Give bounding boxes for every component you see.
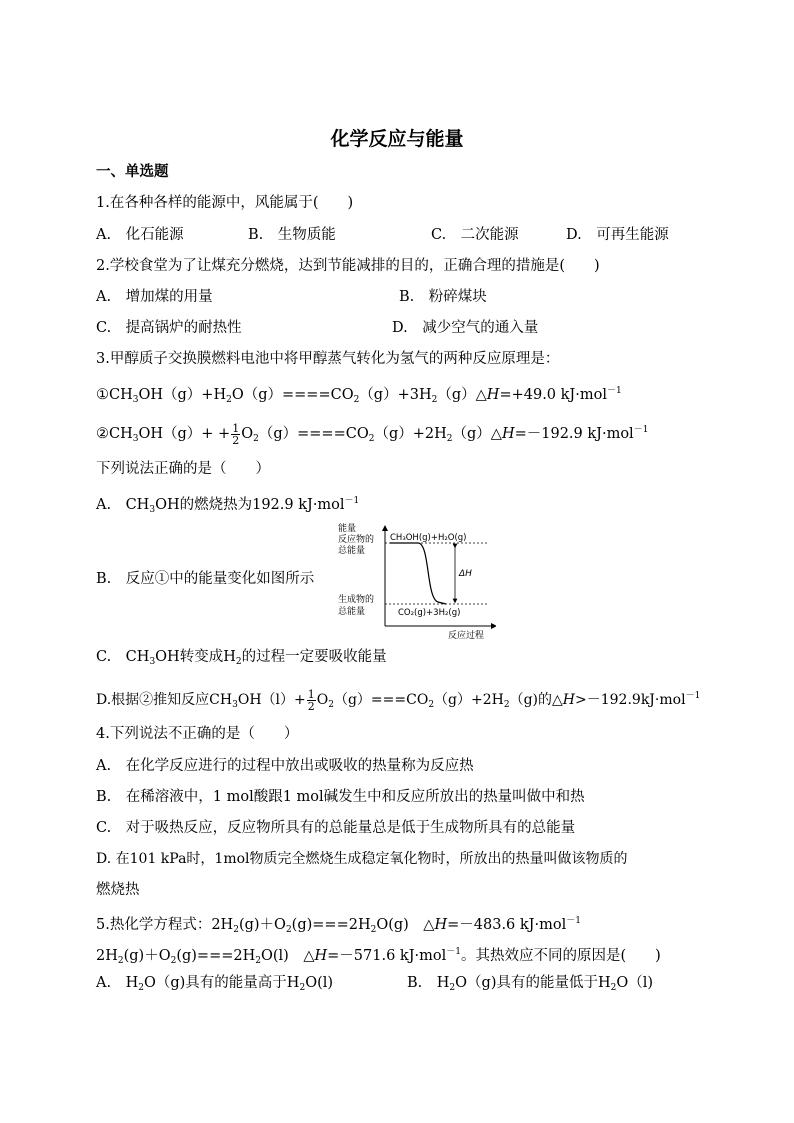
fraction-half: $\frac{1}{2}$	[232, 421, 240, 447]
q5-equation-2: $2H_2(g)+O_2(g)===2H_2O(l)$ △H=－571.6 kJ·mol$^{-1}$。其热效应不同的原因是( )	[96, 947, 661, 966]
q5-option-b: B. $H_2O(g)$具有的能量低于$H_2O(l)$	[407, 975, 654, 993]
q3-ask: 下列说法正确的是（ ）	[96, 461, 270, 477]
q2-option-b: B. 粉碎煤块	[399, 289, 487, 305]
q1-option-d: D. 可再生能源	[566, 227, 669, 243]
q1-option-c: C. 二次能源	[431, 227, 519, 243]
q2-stem: 2.学校食堂为了让煤充分燃烧，达到节能减排的目的，正确合理的措施是( )	[96, 258, 600, 274]
q1-stem: 1.在各种各样的能源中，风能属于( )	[96, 195, 354, 211]
q1-option-a: A. 化石能源	[96, 227, 184, 243]
section-heading: 一、单选题	[96, 164, 169, 180]
q3-option-c: C. $CH_3OH$转变成$H_2$的过程一定要吸收能量	[96, 649, 387, 667]
energy-diagram	[338, 522, 496, 640]
q5-option-a: A. $H_2O(g)$具有的能量高于$H_2O(l)$	[96, 975, 334, 993]
page-title: 化学反应与能量	[330, 128, 464, 150]
q3-option-b: B. 反应①中的能量变化如图所示	[96, 571, 315, 587]
q4-option-a: A. 在化学反应进行的过程中放出或吸收的热量称为反应热	[96, 758, 474, 774]
q2-option-a: A. 增加煤的用量	[96, 289, 213, 305]
q4-stem: 4.下列说法不正确的是（ ）	[96, 726, 299, 742]
q5-equation-1: 5.热化学方程式：$2H_2(g)+O_2(g)===2H_2O(g)$ △H=－483.6 kJ·mol$^{-1}$	[96, 916, 581, 935]
q4-option-b: B. 在稀溶液中，1 mol酸跟1 mol碱发生中和反应所放出的热量叫做中和热	[96, 789, 585, 805]
q3-reaction-1: $①CH_3OH(g)+H_2O(g)====CO_2(g)+3H_2(g)\triangle H=+49.0$ kJ·mol$^{-1}$	[96, 386, 622, 405]
q4-option-d-line2: 燃烧热	[96, 882, 140, 898]
q3-reaction-2: $②CH_3OH(g)+$ + $\frac{1}{2}$ $O_2(g)====CO_2(g)+2H_2(g)\triangle H=-192.9$ kJ·mol$^{-1}$	[96, 421, 649, 447]
reactant-label-1: 反应物的	[338, 535, 375, 545]
q3-option-d: D.根据②推知反应$CH_3OH(l)+$ $\frac{1}{2}$ $O_2(g)===CO_2(g)+2H_2(g)$的△H>－192.9kJ·mol$^{-1}$	[96, 687, 701, 713]
q4-option-c: C. 对于吸热反应，反应物所具有的总能量总是低于生成物所具有的总能量	[96, 820, 576, 836]
q4-option-d-line1: D. 在101 kPa时，1mol物质完全燃烧生成稳定氧化物时，所放出的热量叫做该物质的	[96, 851, 628, 867]
product-label-1: 生成物的	[338, 595, 375, 605]
x-axis-label: 反应过程	[448, 631, 485, 640]
fraction-half: $\frac{1}{2}$	[307, 687, 315, 713]
q3-option-a: A. $CH_3OH$的燃烧热为192.9 kJ·mol$^{-1}$	[96, 496, 360, 515]
energy-curve	[390, 543, 446, 604]
q3-stem: 3.甲醇质子交换膜燃料电池中将甲醇蒸气转化为氢气的两种反应原理是：	[96, 351, 560, 367]
reactant-formula: CH₃OH(g)+H₂O(g)	[390, 533, 467, 543]
q2-option-c: C. 提高锅炉的耐热性	[96, 320, 242, 336]
q1-option-b: B. 生物质能	[248, 227, 336, 243]
delta-h-label: ΔH	[459, 569, 472, 579]
product-formula: CO₂(g)+3H₂(g)	[398, 608, 461, 618]
product-label-2: 总能量	[338, 607, 366, 617]
q2-option-d: D. 减少空气的通入量	[392, 320, 539, 336]
y-axis-label: 能量	[338, 524, 357, 534]
reactant-label-2: 总能量	[338, 546, 366, 556]
